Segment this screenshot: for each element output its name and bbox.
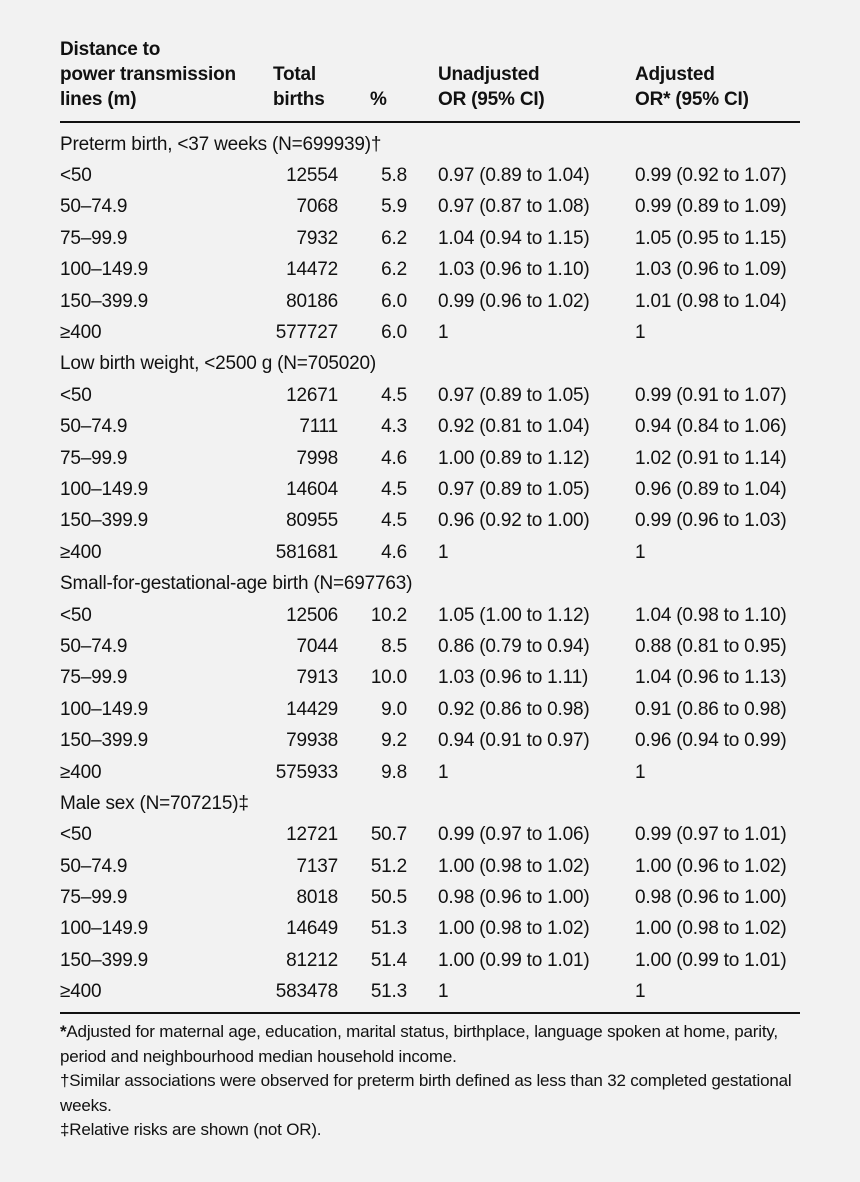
cell-distance: 100–149.9 (60, 698, 149, 720)
group-header-row (60, 568, 800, 599)
footnote-adjusted-text: Adjusted for maternal age, education, marital status, birthplace, language spoken at home, parity, period and neighbourhood median household income. (60, 1022, 778, 1066)
cell-total-births: 81212 (286, 949, 338, 971)
cell-adjusted-or: 0.94 (0.84 to 1.06) (635, 416, 787, 438)
header-total-births (273, 37, 338, 122)
cell-unadjusted-or: 0.99 (0.96 to 1.02) (438, 290, 590, 312)
cell-percent: 8.5 (381, 635, 407, 657)
table-row (60, 160, 800, 191)
header-adjusted-or (635, 37, 800, 122)
cell-percent: 4.5 (381, 510, 407, 532)
footnote-dagger: †Similar associations were observed for preterm birth defined as less than 32 completed gestational weeks. (60, 1071, 792, 1115)
cell-distance: ≥400 (60, 322, 102, 344)
cell-distance: <50 (60, 604, 92, 626)
table-row (60, 914, 800, 945)
cell-adjusted-or: 0.91 (0.86 to 0.98) (635, 698, 787, 720)
cell-unadjusted-or: 1.00 (0.99 to 1.01) (438, 949, 590, 971)
cell-unadjusted-or: 1.03 (0.96 to 1.10) (438, 259, 590, 281)
cell-spacer (407, 851, 438, 882)
cell-spacer (407, 631, 438, 662)
cell-spacer (407, 820, 438, 851)
cell-percent: 9.8 (381, 761, 407, 783)
cell-spacer (407, 412, 438, 443)
cell-spacer (407, 474, 438, 505)
cell-unadjusted-or: 0.94 (0.91 to 0.97) (438, 730, 590, 752)
table-row (60, 412, 800, 443)
cell-unadjusted-or: 0.96 (0.92 to 1.00) (438, 510, 590, 532)
cell-total-births: 14604 (286, 478, 338, 500)
cell-distance: 50–74.9 (60, 855, 128, 877)
cell-total-births: 577727 (275, 322, 338, 344)
cell-adjusted-or: 1.04 (0.98 to 1.10) (635, 604, 787, 626)
group-header-row (60, 349, 800, 380)
cell-adjusted-or: 1.04 (0.96 to 1.13) (635, 667, 787, 689)
cell-unadjusted-or: 1 (438, 541, 449, 563)
table-row (60, 631, 800, 662)
header-unadjusted-or (438, 37, 635, 122)
cell-adjusted-or: 1.02 (0.91 to 1.14) (635, 447, 787, 469)
cell-spacer (407, 882, 438, 913)
cell-total-births: 575933 (275, 761, 338, 783)
cell-total-births: 7137 (296, 855, 338, 877)
cell-percent: 4.5 (381, 384, 407, 406)
cell-total-births: 80186 (286, 290, 338, 312)
cell-spacer (407, 600, 438, 631)
table-row (60, 820, 800, 851)
cell-distance: 50–74.9 (60, 635, 128, 657)
cell-percent: 4.5 (381, 478, 407, 500)
cell-unadjusted-or: 1.05 (1.00 to 1.12) (438, 604, 590, 626)
cell-distance: ≥400 (60, 541, 102, 563)
cell-unadjusted-or: 1.03 (0.96 to 1.11) (438, 667, 589, 689)
cell-adjusted-or: 0.99 (0.91 to 1.07) (635, 384, 787, 406)
cell-percent: 50.7 (370, 824, 407, 846)
cell-unadjusted-or: 1.04 (0.94 to 1.15) (438, 227, 590, 249)
table-footnotes (60, 1012, 800, 1143)
cell-distance: <50 (60, 165, 92, 187)
header-distance (60, 37, 273, 122)
cell-unadjusted-or: 1 (438, 981, 449, 1003)
cell-adjusted-or: 0.88 (0.81 to 0.95) (635, 635, 787, 657)
header-adjusted-line2: OR* (95% CI) (635, 89, 749, 110)
cell-distance: 75–99.9 (60, 887, 128, 909)
cell-adjusted-or: 0.99 (0.96 to 1.03) (635, 510, 787, 532)
cell-spacer (407, 945, 438, 976)
cell-spacer (407, 725, 438, 756)
group-title: Preterm birth, <37 weeks (N=699939)† (60, 133, 382, 155)
table-row (60, 882, 800, 913)
cell-adjusted-or: 0.96 (0.94 to 0.99) (635, 730, 787, 752)
cell-adjusted-or: 1 (635, 761, 646, 783)
table-header-row (60, 37, 800, 122)
cell-total-births: 12554 (286, 165, 338, 187)
cell-distance: 150–399.9 (60, 510, 149, 532)
header-unadjusted-line2: OR (95% CI) (438, 89, 545, 110)
cell-unadjusted-or: 0.86 (0.79 to 0.94) (438, 635, 590, 657)
cell-total-births: 14429 (286, 698, 338, 720)
table-row (60, 977, 800, 1008)
cell-total-births: 14649 (286, 918, 338, 940)
cell-total-births: 80955 (286, 510, 338, 532)
cell-percent: 4.3 (381, 416, 407, 438)
cell-total-births: 7111 (299, 416, 338, 438)
cell-adjusted-or: 1.03 (0.96 to 1.09) (635, 259, 787, 281)
table-row (60, 192, 800, 223)
cell-distance: 150–399.9 (60, 730, 149, 752)
cell-adjusted-or: 1.01 (0.98 to 1.04) (635, 290, 787, 312)
cell-adjusted-or: 1.00 (0.98 to 1.02) (635, 918, 787, 940)
cell-unadjusted-or: 0.99 (0.97 to 1.06) (438, 824, 590, 846)
cell-percent: 5.8 (381, 165, 407, 187)
cell-unadjusted-or: 1 (438, 322, 449, 344)
cell-total-births: 7068 (296, 196, 338, 218)
cell-distance: 150–399.9 (60, 290, 149, 312)
cell-total-births: 12506 (286, 604, 338, 626)
group-title: Male sex (N=707215)‡ (60, 792, 249, 814)
cell-percent: 50.5 (370, 887, 407, 909)
table-row (60, 945, 800, 976)
cell-unadjusted-or: 0.92 (0.81 to 1.04) (438, 416, 590, 438)
header-distance-line2: power transmission (60, 64, 236, 85)
group-title: Small-for-gestational-age birth (N=697763) (60, 573, 413, 595)
table-row (60, 725, 800, 756)
cell-adjusted-or: 0.98 (0.96 to 1.00) (635, 887, 787, 909)
table-row (60, 443, 800, 474)
cell-total-births: 581681 (275, 541, 338, 563)
header-adjusted-line1: Adjusted (635, 64, 715, 85)
cell-total-births: 583478 (275, 981, 338, 1003)
cell-spacer (407, 506, 438, 537)
table-row (60, 317, 800, 348)
table-row (60, 506, 800, 537)
cell-distance: 75–99.9 (60, 227, 128, 249)
cell-unadjusted-or: 0.97 (0.87 to 1.08) (438, 196, 590, 218)
cell-spacer (407, 286, 438, 317)
cell-spacer (407, 317, 438, 348)
table-row (60, 286, 800, 317)
cell-percent: 4.6 (381, 541, 407, 563)
cell-adjusted-or: 0.99 (0.89 to 1.09) (635, 196, 787, 218)
cell-spacer (407, 757, 438, 788)
results-table (60, 37, 800, 1008)
header-spacer (407, 37, 438, 122)
cell-adjusted-or: 1 (635, 981, 646, 1003)
cell-total-births: 7044 (296, 635, 338, 657)
header-unadjusted-line1: Unadjusted (438, 64, 540, 85)
cell-unadjusted-or: 0.97 (0.89 to 1.04) (438, 165, 590, 187)
cell-percent: 51.4 (370, 949, 407, 971)
cell-percent: 6.0 (381, 322, 407, 344)
cell-total-births: 12671 (286, 384, 338, 406)
cell-percent: 9.2 (381, 730, 407, 752)
cell-adjusted-or: 1 (635, 541, 646, 563)
cell-spacer (407, 663, 438, 694)
header-total-line1: Total (273, 64, 316, 85)
table-row (60, 380, 800, 411)
header-distance-line3: lines (m) (60, 89, 137, 110)
cell-spacer (407, 694, 438, 725)
table-row (60, 255, 800, 286)
cell-percent: 9.0 (381, 698, 407, 720)
cell-spacer (407, 380, 438, 411)
cell-adjusted-or: 0.99 (0.97 to 1.01) (635, 824, 787, 846)
cell-distance: ≥400 (60, 981, 102, 1003)
cell-spacer (407, 255, 438, 286)
cell-adjusted-or: 1.05 (0.95 to 1.15) (635, 227, 787, 249)
cell-spacer (407, 914, 438, 945)
cell-distance: ≥400 (60, 761, 102, 783)
cell-distance: 75–99.9 (60, 667, 128, 689)
cell-total-births: 7932 (296, 227, 338, 249)
cell-total-births: 7998 (296, 447, 338, 469)
cell-percent: 6.0 (381, 290, 407, 312)
table-row (60, 600, 800, 631)
cell-distance: 75–99.9 (60, 447, 128, 469)
header-total-line2: births (273, 89, 325, 110)
header-distance-line1: Distance to (60, 39, 161, 60)
group-title: Low birth weight, <2500 g (N=705020) (60, 353, 377, 375)
cell-percent: 5.9 (381, 196, 407, 218)
table-row (60, 851, 800, 882)
cell-percent: 6.2 (381, 259, 407, 281)
results-table-container (60, 37, 800, 1008)
table-row (60, 537, 800, 568)
footnote-asterisk: * (60, 1022, 67, 1041)
cell-adjusted-or: 1 (635, 322, 646, 344)
cell-unadjusted-or: 1.00 (0.98 to 1.02) (438, 855, 590, 877)
cell-percent: 51.3 (370, 918, 407, 940)
cell-unadjusted-or: 0.97 (0.89 to 1.05) (438, 384, 590, 406)
cell-unadjusted-or: 1.00 (0.98 to 1.02) (438, 918, 590, 940)
table-row (60, 223, 800, 254)
footnote-adjusted (60, 1020, 800, 1069)
cell-distance: 150–399.9 (60, 949, 149, 971)
footnote-double-dagger: ‡Relative risks are shown (not OR). (60, 1120, 322, 1139)
cell-distance: 50–74.9 (60, 416, 128, 438)
cell-unadjusted-or: 1 (438, 761, 449, 783)
header-percent: % (370, 89, 387, 110)
cell-total-births: 7913 (296, 667, 338, 689)
cell-spacer (407, 192, 438, 223)
cell-unadjusted-or: 0.92 (0.86 to 0.98) (438, 698, 590, 720)
cell-total-births: 12721 (286, 824, 338, 846)
cell-spacer (407, 537, 438, 568)
cell-percent: 51.3 (370, 981, 407, 1003)
cell-adjusted-or: 1.00 (0.96 to 1.02) (635, 855, 787, 877)
table-row (60, 663, 800, 694)
cell-total-births: 8018 (296, 887, 338, 909)
cell-distance: 100–149.9 (60, 259, 149, 281)
cell-distance: <50 (60, 384, 92, 406)
cell-unadjusted-or: 0.97 (0.89 to 1.05) (438, 478, 590, 500)
table-row (60, 694, 800, 725)
cell-percent: 10.2 (370, 604, 407, 626)
cell-distance: <50 (60, 824, 92, 846)
cell-distance: 100–149.9 (60, 478, 149, 500)
cell-spacer (407, 977, 438, 1008)
cell-spacer (407, 160, 438, 191)
cell-total-births: 79938 (286, 730, 338, 752)
cell-percent: 10.0 (370, 667, 407, 689)
cell-percent: 6.2 (381, 227, 407, 249)
cell-adjusted-or: 0.99 (0.92 to 1.07) (635, 165, 787, 187)
cell-distance: 50–74.9 (60, 196, 128, 218)
cell-spacer (407, 443, 438, 474)
group-header-row (60, 122, 800, 160)
cell-adjusted-or: 1.00 (0.99 to 1.01) (635, 949, 787, 971)
cell-adjusted-or: 0.96 (0.89 to 1.04) (635, 478, 787, 500)
cell-total-births: 14472 (286, 259, 338, 281)
table-row (60, 474, 800, 505)
cell-unadjusted-or: 1.00 (0.89 to 1.12) (438, 447, 590, 469)
cell-unadjusted-or: 0.98 (0.96 to 1.00) (438, 887, 590, 909)
cell-spacer (407, 223, 438, 254)
table-body (60, 122, 800, 1008)
group-header-row (60, 788, 800, 819)
table-row (60, 757, 800, 788)
cell-distance: 100–149.9 (60, 918, 149, 940)
cell-percent: 4.6 (381, 447, 407, 469)
cell-percent: 51.2 (370, 855, 407, 877)
